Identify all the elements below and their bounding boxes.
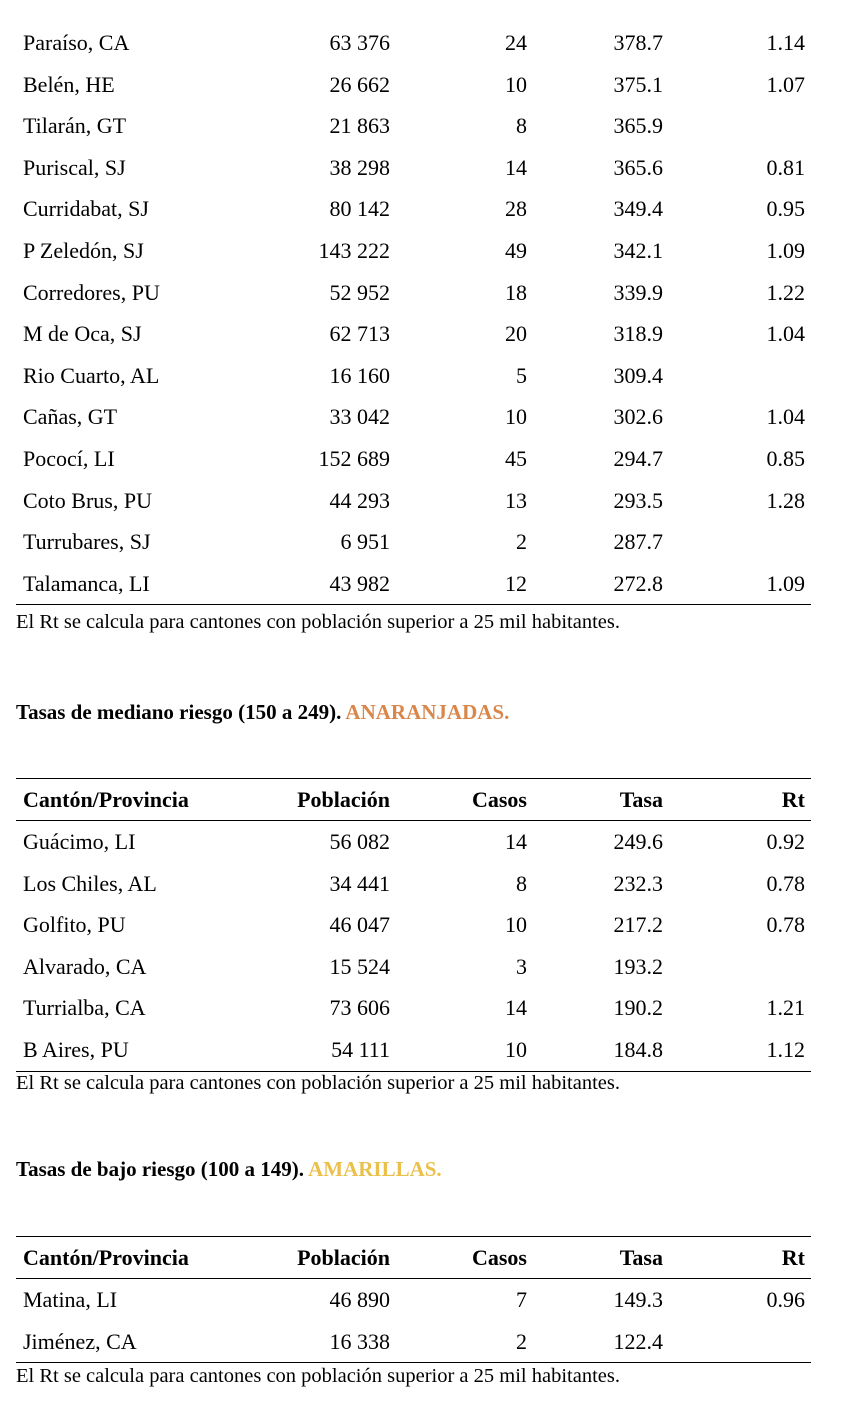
table-row	[16, 313, 811, 355]
cell-poblacion: 73 606	[329, 995, 390, 1021]
cell-rt	[663, 1321, 811, 1363]
column-header-canton: Cantón/Provincia	[23, 1245, 189, 1270]
table-note-1: El Rt se calcula para cantones con población superior a 25 mil habitantes.	[16, 611, 620, 633]
cell-tasa: 342.1	[613, 237, 663, 263]
cell-rt: 0.95	[766, 196, 805, 222]
cell-rt: 1.22	[766, 279, 805, 305]
cell-canton: Tilarán, GT	[23, 113, 127, 139]
column-header-tasa: Tasa	[619, 1245, 663, 1270]
cell-casos: 7	[516, 1287, 527, 1312]
cell-canton: M de Oca, SJ	[23, 321, 142, 347]
column-header-casos: Casos	[471, 1245, 527, 1270]
cell-rt: 0.78	[766, 870, 805, 896]
cell-tasa: 272.8	[613, 570, 663, 596]
cell-tasa: 193.2	[613, 953, 663, 979]
cell-casos: 8	[516, 113, 527, 139]
cell-rt: 0.96	[766, 1287, 805, 1312]
cell-tasa: 365.9	[613, 113, 663, 139]
table-row	[16, 821, 811, 863]
table-row	[16, 1029, 811, 1071]
cell-canton: Paraíso, CA	[23, 30, 130, 55]
cell-rt: 1.04	[766, 321, 805, 347]
cell-poblacion: 6 951	[340, 529, 390, 555]
cell-rt: 0.85	[766, 445, 805, 471]
cell-casos: 10	[505, 404, 527, 430]
cell-poblacion: 63 376	[329, 30, 390, 55]
cell-canton: Rio Cuarto, AL	[23, 362, 160, 388]
cell-tasa: 378.7	[613, 30, 663, 55]
table-header-row	[16, 779, 811, 821]
cell-canton: Coto Brus, PU	[23, 487, 152, 513]
cell-poblacion: 16 160	[329, 362, 390, 388]
table-row	[16, 946, 811, 988]
table-row	[16, 22, 811, 64]
cell-canton: Puriscal, SJ	[23, 154, 126, 180]
cell-rt: 0.92	[766, 829, 805, 854]
table-row	[16, 105, 811, 147]
column-header-poblacion: Población	[297, 1245, 390, 1270]
cell-canton: Corredores, PU	[23, 279, 160, 305]
high-risk-table	[16, 22, 811, 605]
cell-casos: 45	[505, 445, 527, 471]
cell-tasa: 184.8	[613, 1036, 663, 1062]
medium-risk-table	[16, 778, 811, 1072]
cell-casos: 28	[505, 196, 527, 222]
cell-rt: 1.14	[766, 30, 805, 55]
column-header-rt: Rt	[781, 787, 805, 812]
cell-canton: Pococí, LI	[23, 445, 115, 471]
cell-tasa: 217.2	[613, 912, 663, 938]
cell-canton: Jiménez, CA	[23, 1328, 137, 1354]
cell-poblacion: 15 524	[329, 953, 390, 979]
cell-tasa: 349.4	[613, 196, 663, 222]
cell-poblacion: 16 338	[329, 1328, 390, 1354]
cell-poblacion: 43 982	[329, 570, 390, 596]
cell-tasa: 339.9	[613, 279, 663, 305]
cell-tasa: 309.4	[613, 362, 663, 388]
cell-poblacion: 56 082	[329, 829, 390, 854]
cell-poblacion: 46 047	[329, 912, 390, 938]
cell-poblacion: 34 441	[329, 870, 390, 896]
section-heading-medium-risk	[16, 700, 509, 725]
table-row	[16, 1279, 811, 1321]
table-row	[16, 272, 811, 314]
cell-tasa: 249.6	[613, 829, 663, 854]
cell-rt: 1.09	[766, 570, 805, 596]
table-row	[16, 147, 811, 189]
column-header-canton: Cantón/Provincia	[23, 787, 189, 812]
table-row	[16, 64, 811, 106]
cell-poblacion: 26 662	[329, 71, 390, 97]
cell-casos: 10	[505, 71, 527, 97]
cell-casos: 14	[505, 829, 527, 854]
table-row	[16, 188, 811, 230]
column-header-rt: Rt	[781, 1245, 805, 1270]
table-row	[16, 230, 811, 272]
table-note-2: El Rt se calcula para cantones con población superior a 25 mil habitantes.	[16, 1072, 620, 1094]
section-heading-text: Tasas de bajo riesgo (100 a 149).	[16, 1157, 304, 1181]
cell-casos: 8	[516, 870, 527, 896]
cell-casos: 49	[505, 237, 527, 263]
cell-rt: 1.07	[766, 71, 805, 97]
cell-canton: B Aires, PU	[23, 1036, 129, 1062]
cell-canton: P Zeledón, SJ	[23, 237, 144, 263]
table-row	[16, 355, 811, 397]
cell-rt: 0.78	[766, 912, 805, 938]
cell-rt	[663, 355, 811, 397]
cell-rt: 1.21	[766, 995, 805, 1021]
cell-rt: 1.28	[766, 487, 805, 513]
column-header-poblacion: Población	[297, 787, 390, 812]
column-header-tasa: Tasa	[619, 787, 663, 812]
section-heading-low-risk	[16, 1157, 442, 1182]
cell-tasa: 318.9	[613, 321, 663, 347]
cell-rt: 1.09	[766, 237, 805, 263]
table-header-row	[16, 1237, 811, 1279]
cell-tasa: 287.7	[613, 529, 663, 555]
cell-casos: 14	[505, 154, 527, 180]
table-row	[16, 987, 811, 1029]
section-heading-color-label: AMARILLAS.	[308, 1157, 442, 1181]
cell-poblacion: 62 713	[329, 321, 390, 347]
cell-tasa: 365.6	[613, 154, 663, 180]
cell-poblacion: 152 689	[318, 445, 390, 471]
cell-casos: 3	[516, 953, 527, 979]
cell-canton: Curridabat, SJ	[23, 196, 149, 222]
cell-canton: Belén, HE	[23, 71, 115, 97]
cell-tasa: 293.5	[613, 487, 663, 513]
medium-risk-table-wrapper	[16, 778, 805, 1072]
cell-canton: Guácimo, LI	[23, 829, 136, 854]
table-row	[16, 438, 811, 480]
cell-casos: 24	[505, 30, 527, 55]
cell-poblacion: 44 293	[329, 487, 390, 513]
low-risk-table	[16, 1236, 811, 1363]
cell-poblacion: 46 890	[329, 1287, 390, 1312]
table-row	[16, 563, 811, 605]
cell-rt	[663, 105, 811, 147]
cell-casos: 5	[516, 362, 527, 388]
cell-casos: 10	[505, 912, 527, 938]
table-row	[16, 904, 811, 946]
cell-tasa: 149.3	[613, 1287, 663, 1312]
cell-canton: Matina, LI	[23, 1287, 118, 1312]
cell-poblacion: 38 298	[329, 154, 390, 180]
cell-casos: 2	[516, 1328, 527, 1354]
table-row	[16, 863, 811, 905]
table-row	[16, 480, 811, 522]
cell-casos: 10	[505, 1036, 527, 1062]
low-risk-table-wrapper	[16, 1236, 805, 1363]
cell-poblacion: 80 142	[329, 196, 390, 222]
cell-tasa: 232.3	[613, 870, 663, 896]
cell-tasa: 302.6	[613, 404, 663, 430]
cell-rt	[663, 946, 811, 988]
cell-poblacion: 21 863	[329, 113, 390, 139]
table-row	[16, 396, 811, 438]
cell-poblacion: 143 222	[318, 237, 390, 263]
cell-casos: 2	[516, 529, 527, 555]
cell-poblacion: 33 042	[329, 404, 390, 430]
cell-rt: 0.81	[766, 154, 805, 180]
cell-poblacion: 54 111	[331, 1036, 390, 1062]
table-row	[16, 521, 811, 563]
table-note-3: El Rt se calcula para cantones con población superior a 25 mil habitantes.	[16, 1365, 620, 1387]
cell-canton: Alvarado, CA	[23, 953, 147, 979]
cell-canton: Turrubares, SJ	[23, 529, 151, 555]
cell-rt: 1.12	[766, 1036, 805, 1062]
cell-casos: 13	[505, 487, 527, 513]
section-heading-color-label: ANARANJADAS.	[345, 700, 510, 724]
cell-canton: Cañas, GT	[23, 404, 118, 430]
cell-tasa: 190.2	[613, 995, 663, 1021]
cell-casos: 20	[505, 321, 527, 347]
cell-canton: Golfito, PU	[23, 912, 126, 938]
cell-tasa: 375.1	[613, 71, 663, 97]
cell-casos: 12	[505, 570, 527, 596]
cell-canton: Turrialba, CA	[23, 995, 146, 1021]
column-header-casos: Casos	[471, 787, 527, 812]
table-row	[16, 1321, 811, 1363]
cell-casos: 14	[505, 995, 527, 1021]
high-risk-table-continuation	[16, 22, 805, 605]
cell-rt	[663, 521, 811, 563]
cell-tasa: 122.4	[613, 1328, 663, 1354]
cell-poblacion: 52 952	[329, 279, 390, 305]
cell-canton: Talamanca, LI	[23, 570, 150, 596]
cell-canton: Los Chiles, AL	[23, 870, 157, 896]
cell-casos: 18	[505, 279, 527, 305]
cell-rt: 1.04	[766, 404, 805, 430]
cell-tasa: 294.7	[613, 445, 663, 471]
section-heading-text: Tasas de mediano riesgo (150 a 249).	[16, 700, 342, 724]
